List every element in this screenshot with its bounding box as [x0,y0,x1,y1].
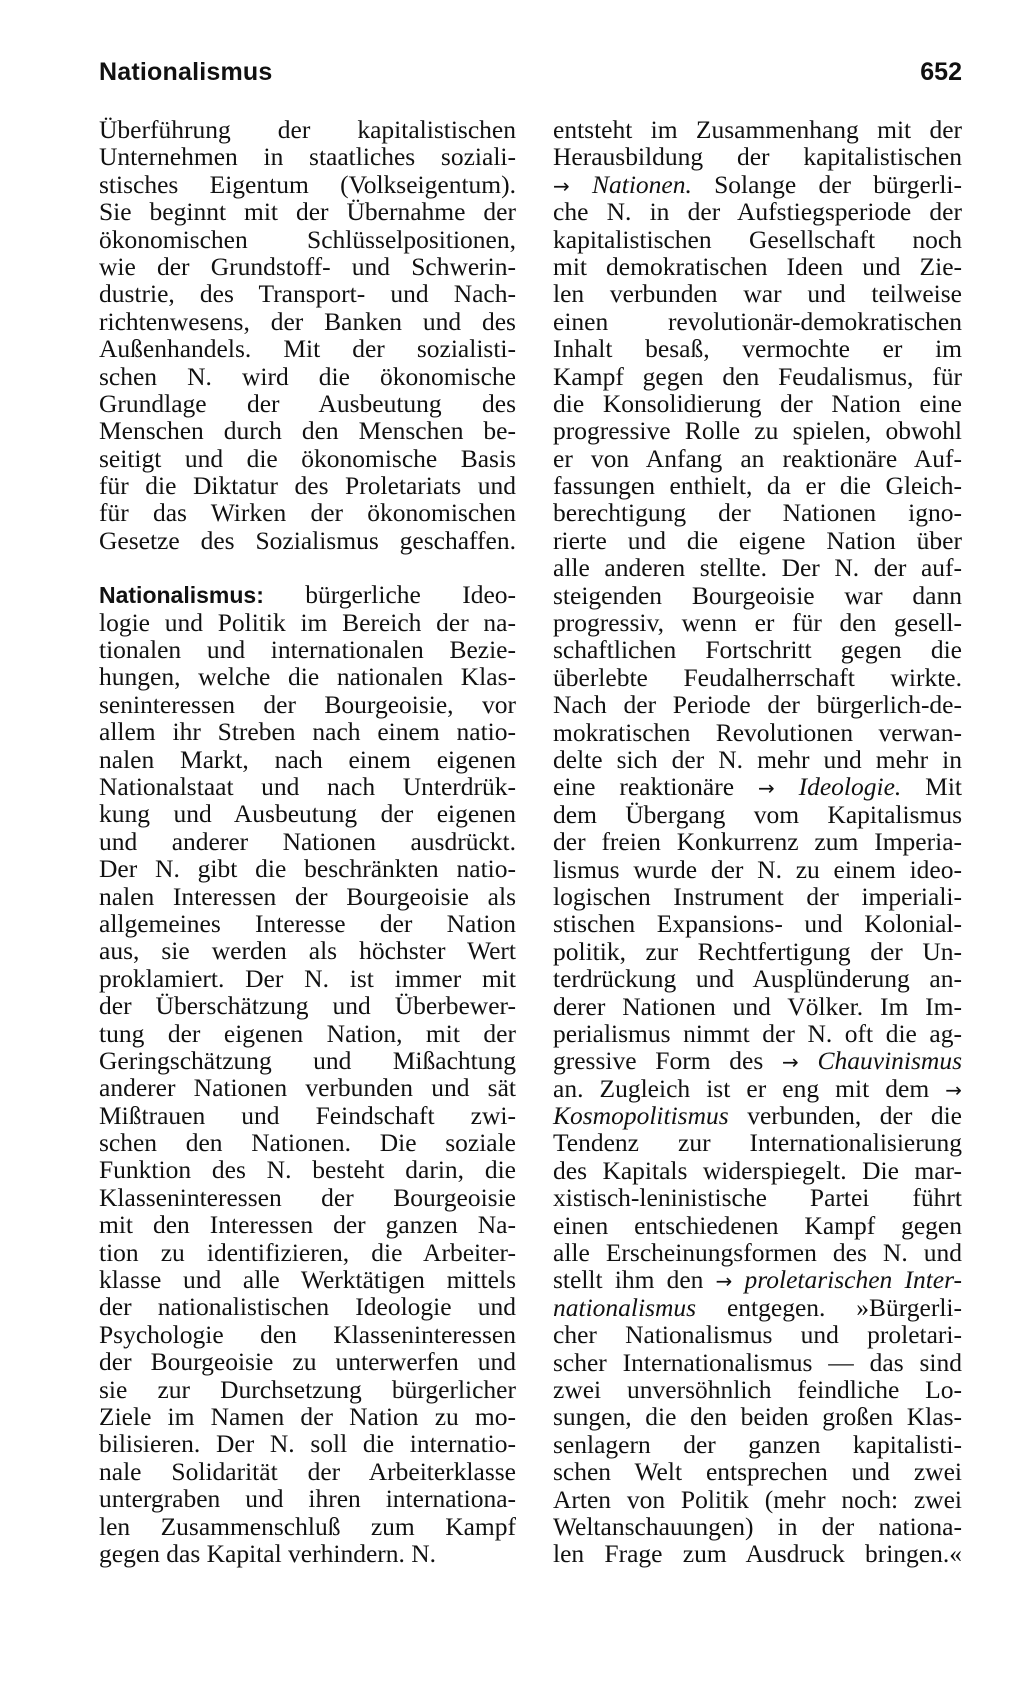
text-line: Der N. gibt die beschränkten natio- [99,854,516,884]
text-line: hungen, welche die nationalen Klas- [99,662,516,692]
cross-reference: Kosmopolitismus [553,1101,729,1131]
text-line: wie der Grundstoff- und Schwerin- [99,251,516,281]
running-header: Nationalismus [99,58,273,86]
text-line: → Nationen. Solange der bürgerli- [553,169,963,199]
cross-reference-arrow: → [945,1077,963,1102]
text-line: Tendenz zur Internationalisierung [553,1128,962,1158]
text-line: logischen Instrument der imperiali- [553,881,962,911]
text-line: bilisieren. Der N. soll die internatio- [99,1429,516,1459]
text-line: nale Solidarität der Arbeiterklasse [99,1456,516,1486]
cross-reference: nationalismus [553,1292,697,1322]
text-line: Menschen durch den Menschen be- [99,416,516,446]
page-number: 652 [920,58,962,86]
text-line: Ziele im Namen der Nation zu mo- [99,1401,516,1431]
text-line: an. Zugleich ist er eng mit dem → [553,1073,963,1103]
text-line: rierte und die eigene Nation über [553,525,962,555]
cross-reference-arrow: → [715,1269,733,1294]
text-line: für die Diktatur des Proletariats und [99,471,516,501]
text-line: alle anderen stellte. Der N. der auf- [553,553,962,583]
text-line: Gesetze des Sozialismus geschaffen. [99,525,516,555]
text-line: dem Übergang vom Kapitalismus [553,799,962,829]
text-line: Inhalt besaß, vermochte er im [553,334,962,364]
text-line: der Überschätzung und Überbewer- [99,991,516,1021]
text-line: schen den Nationen. Die soziale [99,1128,516,1158]
text-line: Psychologie den Klasseninteressen [99,1319,516,1349]
text-line: mit demokratischen Ideen und Zie- [553,251,962,281]
text-line: entsteht im Zusammenhang mit der [553,115,962,144]
cross-reference-arrow: → [553,173,570,198]
text-line: stischen Expansions- und Kolonial- [553,909,962,939]
text-line: der freien Konkurrenz zum Imperia- [553,827,962,857]
text-line: stisches Eigentum (Volkseigentum). [99,169,516,199]
entry-first-line: Nationalismus: bürgerliche Ideo- [99,580,517,610]
text-line: mit den Interessen der ganzen Na- [99,1210,516,1240]
cross-reference-arrow: → [782,1050,799,1075]
text-line: tung der eigenen Nation, mit der [99,1018,516,1048]
text-line: Kosmopolitismus verbunden, der die [553,1101,963,1131]
text-line: Nationalstaat und nach Unterdrük- [99,771,516,801]
text-line: berechtigung der Nationen igno- [553,498,962,528]
text-line: für das Wirken der ökonomischen [99,498,516,528]
text-line: dustrie, des Transport- und Nach- [99,279,516,309]
text-line: nationalismus entgegen. »Bürgerli- [553,1292,962,1322]
text-line: logie und Politik im Bereich der na- [99,607,516,637]
text-line: proklamiert. Der N. ist immer mit [99,963,516,993]
text-line: allgemeines Interesse der Nation [99,908,516,938]
text-line: und anderer Nationen ausdrückt. [99,826,516,856]
text-line: Geringschätzung und Mißachtung [99,1045,516,1075]
text-line: Unternehmen in staatliches soziali- [99,142,516,172]
text-line: mokratischen Revolutionen verwan- [553,717,962,747]
paragraph-gap [99,554,516,581]
text-line: len verbunden war und teilweise [553,279,962,309]
text-line: Sie beginnt mit der Übernahme der [99,197,516,227]
text-line: sie zur Durchsetzung bürgerlicher [99,1374,516,1404]
text-line: fassungen enthielt, da er die Gleich- [553,471,962,501]
text-line: anderer Nationen verbunden und sät [99,1073,516,1103]
text-line: überlebte Feudalherrschaft wirkte. [553,662,962,692]
text-line: xistisch-leninistische Partei führt [553,1183,962,1213]
text-line: tion zu identifizieren, die Arbeiter- [99,1237,516,1267]
text-line: progressiv, wenn er für den gesell- [553,608,962,638]
text-line: seninteressen der Bourgeoisie, vor [99,689,516,719]
cross-reference: Ideologie. [798,772,902,802]
text-line: einen entschiedenen Kampf gegen [553,1210,962,1240]
text-line: lismus wurde der N. zu einem ideo- [553,854,962,884]
text-line: len Frage zum Ausdruck bringen.« [553,1539,962,1569]
text-line: die Konsolidierung der Nation eine [553,388,962,418]
text-line: Funktion des N. besteht darin, die [99,1155,516,1185]
text-line: alle Erscheinungsformen des N. und [553,1238,962,1268]
text-line: seitigt und die ökonomische Basis [99,443,516,473]
text-line: politik, zur Rechtfertigung der Un- [553,936,962,966]
text-line: che N. in der Aufstiegsperiode der [553,197,962,227]
cross-reference: Chauvinismus [817,1046,963,1076]
text-line: Außenhandels. Mit der sozialisti- [99,334,516,364]
text-line: kapitalistischen Gesellschaft noch [553,224,962,254]
text-line: Mißtrauen und Feindschaft zwi- [99,1100,516,1130]
cross-reference-arrow: → [757,776,775,801]
right-column [553,116,962,1568]
text-line: klasse und alle Werktätigen mittels [99,1265,516,1295]
text-line: einen revolutionär-demokratischen [553,306,962,336]
text-line: senlagern der ganzen kapitalisti- [553,1429,962,1459]
text-line: richtenwesens, der Banken und des [99,306,516,336]
text-line: der Bourgeoisie zu unterwerfen und [99,1347,516,1377]
text-line: Kampf gegen den Feudalismus, für [553,361,962,391]
text-line: gegen das Kapital verhindern. N. [99,1538,437,1568]
text-line: schen Welt entsprechen und zwei [553,1457,962,1487]
cross-reference: Nationen. [592,169,692,199]
text-line: delte sich der N. mehr und mehr in [553,744,962,774]
text-line: schen N. wird die ökonomische [99,361,516,391]
text-line: Arten von Politik (mehr noch: zwei [553,1484,962,1514]
text-line: nalen Interessen der Bourgeoisie als [99,881,516,911]
entry-headword: Nationalismus: [99,582,264,609]
text-line: Klasseninteressen der Bourgeoisie [99,1182,516,1212]
text-line: cher Nationalismus und proletari- [553,1320,962,1350]
text-line: steigenden Bourgeoisie war dann [553,580,962,610]
left-column [99,116,516,1567]
text-line: untergraben und ihren internationa- [99,1484,516,1514]
text-line: nalen Markt, nach einem eigenen [99,744,516,774]
text-line: zwei unversöhnlich feindliche Lo- [553,1374,962,1404]
cross-reference: proletarischen Inter- [744,1265,963,1295]
text-line: er von Anfang an reaktionäre Auf- [553,443,962,473]
text-line: schaftlichen Fortschritt gegen die [553,635,962,665]
text-line: ökonomischen Schlüsselpositionen, [99,224,516,254]
text-line: tionalen und internationalen Bezie- [99,635,516,665]
text-line: allem ihr Streben nach einem natio- [99,717,516,747]
text-line: des Kapitals widerspiegelt. Die mar- [553,1155,962,1185]
text-line: perialismus nimmt der N. oft die ag- [553,1018,962,1048]
text-line: Grundlage der Ausbeutung des [99,388,516,418]
text-line: terdrückung und Ausplünderung an- [553,964,962,994]
text-line: aus, sie werden als höchster Wert [99,936,516,966]
text-line: kung und Ausbeutung der eigenen [99,799,516,829]
text-line: sungen, die den beiden großen Klas- [553,1402,962,1432]
text-line: Herausbildung der kapitalistischen [553,142,962,172]
text-line: Überführung der kapitalistischen [99,115,516,144]
text-line: derer Nationen und Völker. Im Im- [553,991,962,1021]
text-line: eine reaktionäre → Ideologie. Mit [553,772,963,802]
text-line: Nach der Periode der bürgerlich-de- [553,690,962,720]
text-line: der nationalistischen Ideologie und [99,1292,516,1322]
text-line: gressive Form des → Chauvinismus [553,1046,963,1076]
text-line: stellt ihm den → proletarischen Inter- [553,1265,963,1295]
text-line: len Zusammenschluß zum Kampf [99,1511,516,1541]
text-line: progressive Rolle zu spielen, obwohl [553,416,962,446]
text-line: Weltanschauungen) in der nationa- [553,1511,962,1541]
text-line: scher Internationalismus — das sind [553,1347,962,1377]
